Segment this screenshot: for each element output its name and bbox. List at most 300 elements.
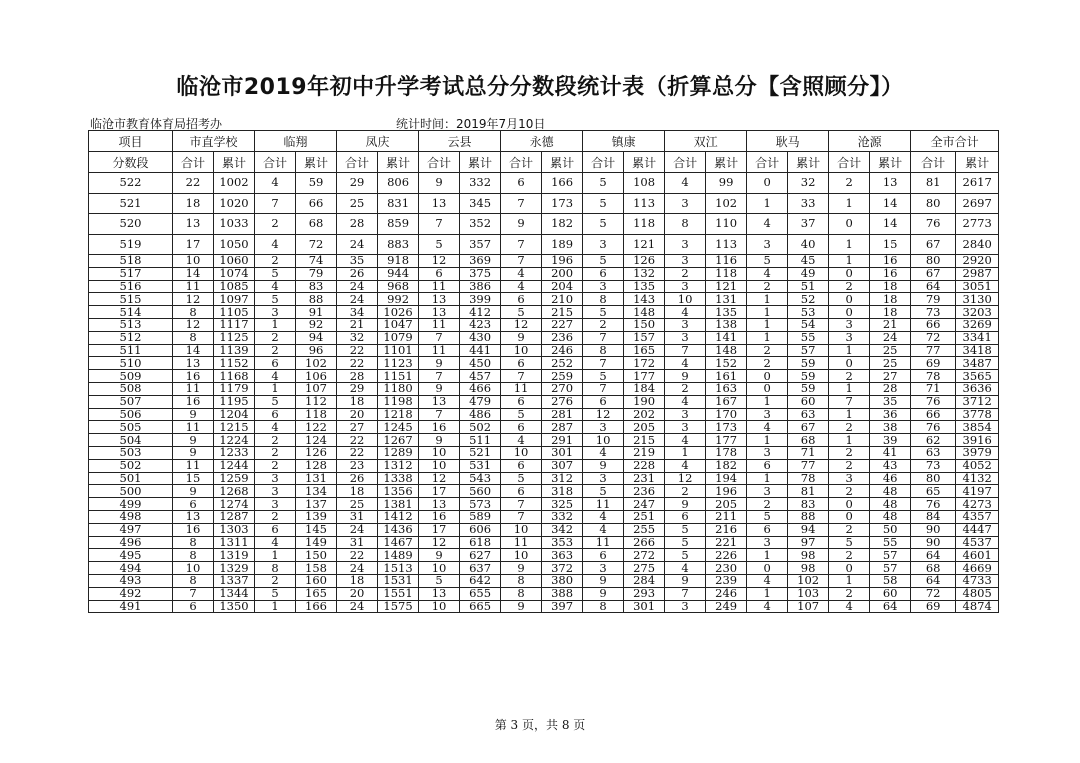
value-cell: 9 <box>665 370 706 383</box>
value-cell: 6 <box>747 459 788 472</box>
value-cell: 1412 <box>378 510 419 523</box>
header-subtotal: 合计 <box>911 152 956 173</box>
header-region: 永德 <box>501 131 583 152</box>
value-cell: 60 <box>870 587 911 600</box>
value-cell: 37 <box>788 214 829 235</box>
value-cell: 7 <box>501 234 542 255</box>
value-cell: 239 <box>706 574 747 587</box>
header-subtotal: 合计 <box>747 152 788 173</box>
value-cell: 90 <box>911 523 956 536</box>
header-region: 镇康 <box>583 131 665 152</box>
value-cell: 1287 <box>214 510 255 523</box>
score-cell: 518 <box>89 255 173 268</box>
value-cell: 4 <box>665 459 706 472</box>
value-cell: 1575 <box>378 600 419 613</box>
score-cell: 511 <box>89 344 173 357</box>
value-cell: 116 <box>706 255 747 268</box>
header-subtotal: 合计 <box>665 152 706 173</box>
value-cell: 9 <box>173 408 214 421</box>
value-cell: 6 <box>255 523 296 536</box>
value-cell: 5 <box>583 193 624 214</box>
header-subtotal: 合计 <box>583 152 624 173</box>
value-cell: 2 <box>255 459 296 472</box>
value-cell: 4447 <box>956 523 999 536</box>
value-cell: 67 <box>911 267 956 280</box>
value-cell: 1 <box>747 293 788 306</box>
value-cell: 134 <box>296 485 337 498</box>
table-row <box>89 318 999 331</box>
value-cell: 10 <box>173 255 214 268</box>
value-cell: 4 <box>255 173 296 194</box>
value-cell: 5 <box>747 255 788 268</box>
value-cell: 6 <box>255 357 296 370</box>
value-cell: 10 <box>419 446 460 459</box>
value-cell: 57 <box>870 549 911 562</box>
value-cell: 7 <box>501 370 542 383</box>
value-cell: 20 <box>337 587 378 600</box>
value-cell: 1 <box>829 344 870 357</box>
value-cell: 11 <box>583 498 624 511</box>
value-cell: 11 <box>173 421 214 434</box>
value-cell: 50 <box>870 523 911 536</box>
value-cell: 345 <box>460 193 501 214</box>
value-cell: 182 <box>706 459 747 472</box>
value-cell: 992 <box>378 293 419 306</box>
value-cell: 1002 <box>214 173 255 194</box>
header-cumulative: 累计 <box>870 152 911 173</box>
value-cell: 1 <box>747 587 788 600</box>
value-cell: 4 <box>255 280 296 293</box>
value-cell: 369 <box>460 255 501 268</box>
value-cell: 4 <box>747 421 788 434</box>
table-row <box>89 267 999 280</box>
value-cell: 9 <box>419 382 460 395</box>
header-score-range: 分数段 <box>89 152 173 173</box>
table-row <box>89 523 999 536</box>
header-region: 临翔 <box>255 131 337 152</box>
value-cell: 150 <box>296 549 337 562</box>
header-region: 云县 <box>419 131 501 152</box>
value-cell: 1 <box>255 549 296 562</box>
value-cell: 1381 <box>378 498 419 511</box>
value-cell: 21 <box>337 318 378 331</box>
value-cell: 502 <box>460 421 501 434</box>
value-cell: 1337 <box>214 574 255 587</box>
value-cell: 35 <box>870 395 911 408</box>
value-cell: 76 <box>911 214 956 235</box>
value-cell: 1105 <box>214 306 255 319</box>
value-cell: 11 <box>419 280 460 293</box>
value-cell: 21 <box>870 318 911 331</box>
value-cell: 9 <box>173 446 214 459</box>
value-cell: 251 <box>624 510 665 523</box>
value-cell: 6 <box>583 549 624 562</box>
value-cell: 9 <box>501 562 542 575</box>
header-region: 耿马 <box>747 131 829 152</box>
value-cell: 10 <box>501 523 542 536</box>
value-cell: 3130 <box>956 293 999 306</box>
value-cell: 13 <box>419 193 460 214</box>
value-cell: 22 <box>173 173 214 194</box>
value-cell: 3341 <box>956 331 999 344</box>
value-cell: 2 <box>665 267 706 280</box>
value-cell: 145 <box>296 523 337 536</box>
value-cell: 4733 <box>956 574 999 587</box>
value-cell: 3 <box>665 193 706 214</box>
value-cell: 16 <box>173 523 214 536</box>
value-cell: 3565 <box>956 370 999 383</box>
table-row <box>89 344 999 357</box>
score-cell: 519 <box>89 234 173 255</box>
value-cell: 18 <box>870 280 911 293</box>
value-cell: 4 <box>665 434 706 447</box>
value-cell: 307 <box>542 459 583 472</box>
value-cell: 270 <box>542 382 583 395</box>
value-cell: 205 <box>706 498 747 511</box>
value-cell: 31 <box>337 510 378 523</box>
table-row <box>89 498 999 511</box>
value-cell: 9 <box>173 485 214 498</box>
value-cell: 18 <box>337 395 378 408</box>
value-cell: 226 <box>706 549 747 562</box>
value-cell: 73 <box>911 306 956 319</box>
value-cell: 4 <box>501 267 542 280</box>
value-cell: 1123 <box>378 357 419 370</box>
value-cell: 0 <box>747 370 788 383</box>
page-footer: 第 3 页，共 8 页 <box>494 718 586 732</box>
value-cell: 3 <box>747 446 788 459</box>
value-cell: 80 <box>911 193 956 214</box>
table-row <box>89 421 999 434</box>
value-cell: 3 <box>583 472 624 485</box>
value-cell: 215 <box>624 434 665 447</box>
value-cell: 22 <box>337 344 378 357</box>
value-cell: 831 <box>378 193 419 214</box>
value-cell: 13 <box>419 293 460 306</box>
value-cell: 96 <box>296 344 337 357</box>
value-cell: 3 <box>747 408 788 421</box>
value-cell: 3 <box>747 234 788 255</box>
value-cell: 72 <box>911 331 956 344</box>
value-cell: 6 <box>501 357 542 370</box>
value-cell: 12 <box>173 293 214 306</box>
table-row <box>89 382 999 395</box>
value-cell: 7 <box>829 395 870 408</box>
value-cell: 45 <box>788 255 829 268</box>
value-cell: 9 <box>419 357 460 370</box>
header-subtotal: 合计 <box>501 152 542 173</box>
value-cell: 24 <box>870 331 911 344</box>
value-cell: 173 <box>542 193 583 214</box>
value-cell: 3 <box>255 472 296 485</box>
value-cell: 8 <box>255 562 296 575</box>
value-cell: 3269 <box>956 318 999 331</box>
value-cell: 5 <box>501 472 542 485</box>
value-cell: 138 <box>706 318 747 331</box>
value-cell: 121 <box>706 280 747 293</box>
value-cell: 77 <box>788 459 829 472</box>
value-cell: 49 <box>788 267 829 280</box>
value-cell: 10 <box>419 562 460 575</box>
value-cell: 246 <box>542 344 583 357</box>
value-cell: 68 <box>911 562 956 575</box>
value-cell: 227 <box>542 318 583 331</box>
value-cell: 0 <box>747 562 788 575</box>
value-cell: 968 <box>378 280 419 293</box>
value-cell: 59 <box>788 357 829 370</box>
value-cell: 2 <box>665 382 706 395</box>
value-cell: 1 <box>829 382 870 395</box>
value-cell: 7 <box>419 408 460 421</box>
table-row <box>89 459 999 472</box>
value-cell: 457 <box>460 370 501 383</box>
score-cell: 512 <box>89 331 173 344</box>
score-cell: 500 <box>89 485 173 498</box>
value-cell: 16 <box>173 370 214 383</box>
table-row <box>89 193 999 214</box>
value-cell: 8 <box>583 344 624 357</box>
value-cell: 6 <box>501 293 542 306</box>
value-cell: 386 <box>460 280 501 293</box>
value-cell: 11 <box>419 318 460 331</box>
value-cell: 397 <box>542 600 583 613</box>
value-cell: 22 <box>337 434 378 447</box>
score-cell: 502 <box>89 459 173 472</box>
value-cell: 1259 <box>214 472 255 485</box>
value-cell: 4 <box>583 446 624 459</box>
value-cell: 7 <box>501 193 542 214</box>
value-cell: 15 <box>173 472 214 485</box>
value-cell: 28 <box>337 370 378 383</box>
value-cell: 139 <box>296 510 337 523</box>
value-cell: 0 <box>747 173 788 194</box>
value-cell: 90 <box>911 536 956 549</box>
organization-label: 临沧市教育体育局招考办 <box>90 117 223 131</box>
value-cell: 5 <box>583 214 624 235</box>
value-cell: 35 <box>337 255 378 268</box>
value-cell: 9 <box>501 600 542 613</box>
value-cell: 11 <box>173 280 214 293</box>
page-title: 临沧市2019年初中升学考试总分分数段统计表（折算总分【含照顾分】） <box>176 75 904 100</box>
value-cell: 5 <box>501 306 542 319</box>
score-cell: 509 <box>89 370 173 383</box>
value-cell: 4357 <box>956 510 999 523</box>
value-cell: 3712 <box>956 395 999 408</box>
value-cell: 11 <box>501 382 542 395</box>
header-subtotal: 合计 <box>337 152 378 173</box>
value-cell: 353 <box>542 536 583 549</box>
value-cell: 76 <box>911 395 956 408</box>
value-cell: 1152 <box>214 357 255 370</box>
value-cell: 16 <box>419 510 460 523</box>
value-cell: 10 <box>665 293 706 306</box>
value-cell: 71 <box>788 446 829 459</box>
value-cell: 25 <box>870 357 911 370</box>
value-cell: 1 <box>255 600 296 613</box>
table-row <box>89 234 999 255</box>
value-cell: 9 <box>665 498 706 511</box>
value-cell: 8 <box>501 587 542 600</box>
value-cell: 1101 <box>378 344 419 357</box>
value-cell: 15 <box>870 234 911 255</box>
value-cell: 76 <box>911 421 956 434</box>
value-cell: 165 <box>296 587 337 600</box>
value-cell: 1 <box>747 472 788 485</box>
value-cell: 5 <box>583 370 624 383</box>
value-cell: 11 <box>173 459 214 472</box>
value-cell: 4 <box>665 306 706 319</box>
value-cell: 112 <box>296 395 337 408</box>
value-cell: 23 <box>337 459 378 472</box>
value-cell: 1531 <box>378 574 419 587</box>
value-cell: 5 <box>255 267 296 280</box>
value-cell: 1097 <box>214 293 255 306</box>
value-cell: 4 <box>747 574 788 587</box>
value-cell: 149 <box>296 536 337 549</box>
value-cell: 7 <box>419 331 460 344</box>
value-cell: 1436 <box>378 523 419 536</box>
value-cell: 252 <box>542 357 583 370</box>
value-cell: 363 <box>542 549 583 562</box>
value-cell: 13 <box>419 587 460 600</box>
value-cell: 66 <box>911 408 956 421</box>
value-cell: 24 <box>337 234 378 255</box>
value-cell: 83 <box>788 498 829 511</box>
table-row <box>89 587 999 600</box>
score-cell: 515 <box>89 293 173 306</box>
value-cell: 10 <box>419 600 460 613</box>
value-cell: 4197 <box>956 485 999 498</box>
value-cell: 1198 <box>378 395 419 408</box>
value-cell: 131 <box>706 293 747 306</box>
value-cell: 14 <box>870 193 911 214</box>
header-cumulative: 累计 <box>788 152 829 173</box>
value-cell: 4 <box>501 434 542 447</box>
value-cell: 655 <box>460 587 501 600</box>
table-row <box>89 370 999 383</box>
value-cell: 1350 <box>214 600 255 613</box>
score-statistics-table <box>88 130 999 613</box>
score-cell: 514 <box>89 306 173 319</box>
value-cell: 196 <box>706 485 747 498</box>
value-cell: 1180 <box>378 382 419 395</box>
value-cell: 1 <box>665 446 706 459</box>
value-cell: 92 <box>296 318 337 331</box>
value-cell: 3 <box>665 280 706 293</box>
value-cell: 1125 <box>214 331 255 344</box>
value-cell: 1179 <box>214 382 255 395</box>
value-cell: 5 <box>665 549 706 562</box>
value-cell: 4 <box>665 357 706 370</box>
value-cell: 12 <box>419 255 460 268</box>
value-cell: 215 <box>542 306 583 319</box>
score-cell: 501 <box>89 472 173 485</box>
value-cell: 0 <box>829 214 870 235</box>
score-cell: 507 <box>89 395 173 408</box>
value-cell: 67 <box>911 234 956 255</box>
value-cell: 17 <box>419 523 460 536</box>
value-cell: 4537 <box>956 536 999 549</box>
value-cell: 3 <box>665 408 706 421</box>
value-cell: 1 <box>747 434 788 447</box>
value-cell: 157 <box>624 331 665 344</box>
value-cell: 55 <box>788 331 829 344</box>
value-cell: 63 <box>911 446 956 459</box>
value-cell: 6 <box>501 173 542 194</box>
value-cell: 642 <box>460 574 501 587</box>
score-cell: 495 <box>89 549 173 562</box>
value-cell: 63 <box>788 408 829 421</box>
value-cell: 22 <box>337 357 378 370</box>
value-cell: 2 <box>829 370 870 383</box>
value-cell: 430 <box>460 331 501 344</box>
value-cell: 4 <box>747 600 788 613</box>
value-cell: 25 <box>337 498 378 511</box>
value-cell: 4 <box>747 267 788 280</box>
value-cell: 204 <box>542 280 583 293</box>
value-cell: 94 <box>296 331 337 344</box>
value-cell: 859 <box>378 214 419 235</box>
value-cell: 28 <box>337 214 378 235</box>
value-cell: 108 <box>624 173 665 194</box>
value-cell: 1151 <box>378 370 419 383</box>
value-cell: 5 <box>419 574 460 587</box>
value-cell: 3 <box>583 280 624 293</box>
table-row <box>89 395 999 408</box>
value-cell: 380 <box>542 574 583 587</box>
value-cell: 12 <box>419 472 460 485</box>
value-cell: 1 <box>829 193 870 214</box>
value-cell: 41 <box>870 446 911 459</box>
value-cell: 77 <box>911 344 956 357</box>
value-cell: 3 <box>583 421 624 434</box>
value-cell: 12 <box>583 408 624 421</box>
value-cell: 332 <box>542 510 583 523</box>
value-cell: 126 <box>296 446 337 459</box>
value-cell: 1050 <box>214 234 255 255</box>
value-cell: 10 <box>173 562 214 575</box>
value-cell: 606 <box>460 523 501 536</box>
value-cell: 4273 <box>956 498 999 511</box>
value-cell: 2 <box>583 318 624 331</box>
header-cumulative: 累计 <box>706 152 747 173</box>
value-cell: 2 <box>255 434 296 447</box>
value-cell: 2773 <box>956 214 999 235</box>
value-cell: 2 <box>747 344 788 357</box>
value-cell: 7 <box>419 370 460 383</box>
value-cell: 1 <box>747 306 788 319</box>
header-region: 市直学校 <box>173 131 255 152</box>
value-cell: 98 <box>788 562 829 575</box>
table-row <box>89 331 999 344</box>
value-cell: 135 <box>706 306 747 319</box>
value-cell: 135 <box>624 280 665 293</box>
value-cell: 74 <box>296 255 337 268</box>
value-cell: 4 <box>747 214 788 235</box>
value-cell: 148 <box>706 344 747 357</box>
value-cell: 4 <box>829 600 870 613</box>
value-cell: 2920 <box>956 255 999 268</box>
value-cell: 4 <box>583 523 624 536</box>
value-cell: 5 <box>419 234 460 255</box>
value-cell: 637 <box>460 562 501 575</box>
value-cell: 0 <box>829 293 870 306</box>
value-cell: 3 <box>829 318 870 331</box>
value-cell: 57 <box>870 562 911 575</box>
value-cell: 65 <box>911 485 956 498</box>
value-cell: 287 <box>542 421 583 434</box>
value-cell: 34 <box>337 306 378 319</box>
